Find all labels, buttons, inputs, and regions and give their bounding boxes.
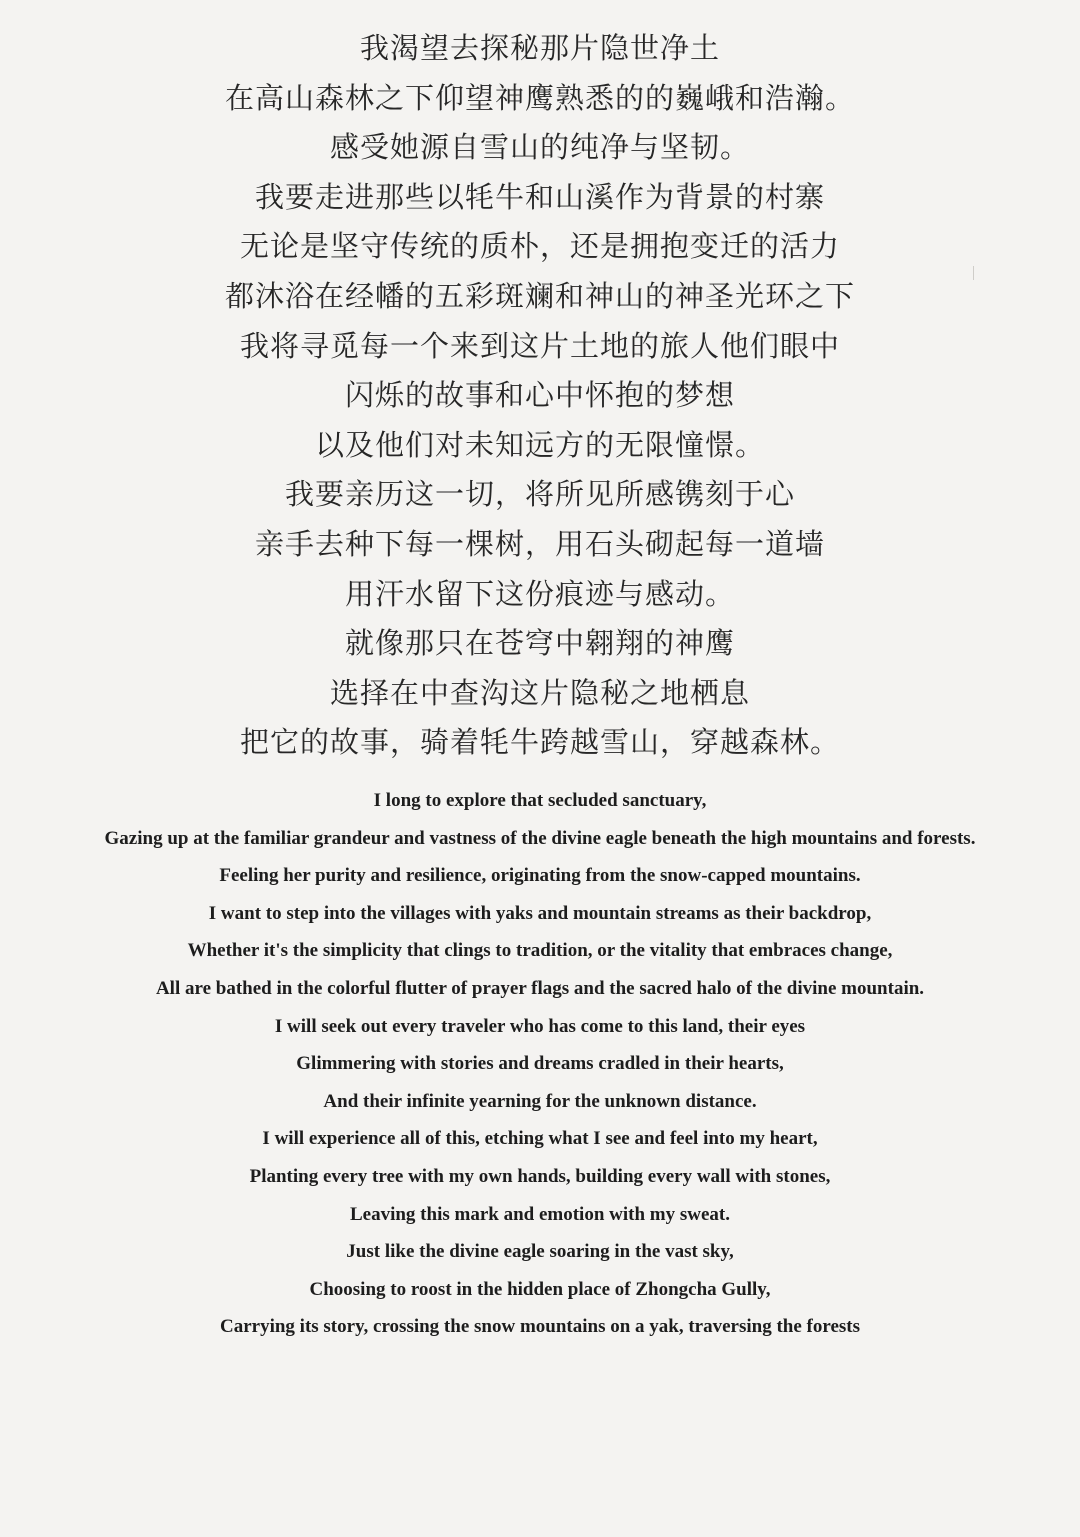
en-line: Just like the divine eagle soaring in the vast sky, — [346, 1241, 734, 1263]
cn-line: 我要亲历这一切，将所见所感镌刻于心 — [284, 477, 795, 512]
en-line: Planting every tree with my own hands, building every wall with stones, — [249, 1165, 831, 1187]
cn-line: 选择在中查沟这片隐秘之地栖息 — [329, 675, 750, 710]
cn-line: 感受她源自雪山的纯净与坚韧。 — [329, 130, 750, 165]
en-line: Choosing to roost in the hidden place of Zhongcha Gully, — [309, 1278, 771, 1300]
cn-line: 我将寻觅每一个来到这片土地的旅人他们眼中 — [239, 328, 840, 363]
en-line: Glimmering with stories and dreams cradled in their hearts, — [296, 1053, 784, 1075]
cn-line: 我渴望去探秘那片隐世净土 — [359, 31, 720, 65]
en-line: I will experience all of this, etching what I see and feel into my heart, — [262, 1128, 818, 1150]
en-line: Feeling her purity and resilience, originating from the snow-capped mountains. — [219, 865, 861, 887]
english-poem — [90, 782, 990, 1346]
en-line: All are bathed in the colorful flutter of prayer flags and the sacred halo of the divine mountain. — [155, 977, 925, 999]
en-line: I will seek out every traveler who has come to this land, their eyes — [274, 1015, 806, 1037]
en-line: Carrying its story, crossing the snow mountains on a yak, traversing the forests — [219, 1316, 861, 1338]
cn-line: 以及他们对未知远方的无限憧憬。 — [314, 427, 765, 462]
en-line: Leaving this mark and emotion with my sweat. — [349, 1203, 730, 1225]
chinese-poem — [0, 24, 1080, 768]
en-line: Whether it's the simplicity that clings to tradition, or the vitality that embraces change, — [187, 940, 893, 962]
en-line: I want to step into the villages with yaks and mountain streams as their backdrop, — [208, 902, 872, 924]
cn-line: 就像那只在苍穹中翱翔的神鹰 — [344, 626, 735, 661]
en-line: Gazing up at the familiar grandeur and vastness of the divine eagle beneath the high mountains and forests. — [104, 827, 976, 849]
cn-line: 在高山森林之下仰望神鹰熟悉的的巍峨和浩瀚。 — [224, 80, 855, 115]
cn-line: 无论是坚守传统的质朴，还是拥抱变迁的活力 — [239, 229, 840, 264]
paper-speck — [973, 266, 974, 280]
en-line: And their infinite yearning for the unknown distance. — [323, 1090, 757, 1112]
cn-line: 把它的故事，骑着牦牛跨越雪山，穿越森林。 — [239, 725, 840, 760]
cn-line: 我要走进那些以牦牛和山溪作为背景的村寨 — [254, 179, 825, 214]
en-line: I long to explore that secluded sanctuary, — [373, 790, 707, 811]
cn-line: 用汗水留下这份痕迹与感动。 — [344, 576, 735, 611]
cn-line: 都沐浴在经幡的五彩斑斓和神山的神圣光环之下 — [224, 278, 855, 313]
cn-line: 亲手去种下每一棵树，用石头砌起每一道墙 — [254, 526, 825, 561]
cn-line: 闪烁的故事和心中怀抱的梦想 — [344, 378, 735, 413]
